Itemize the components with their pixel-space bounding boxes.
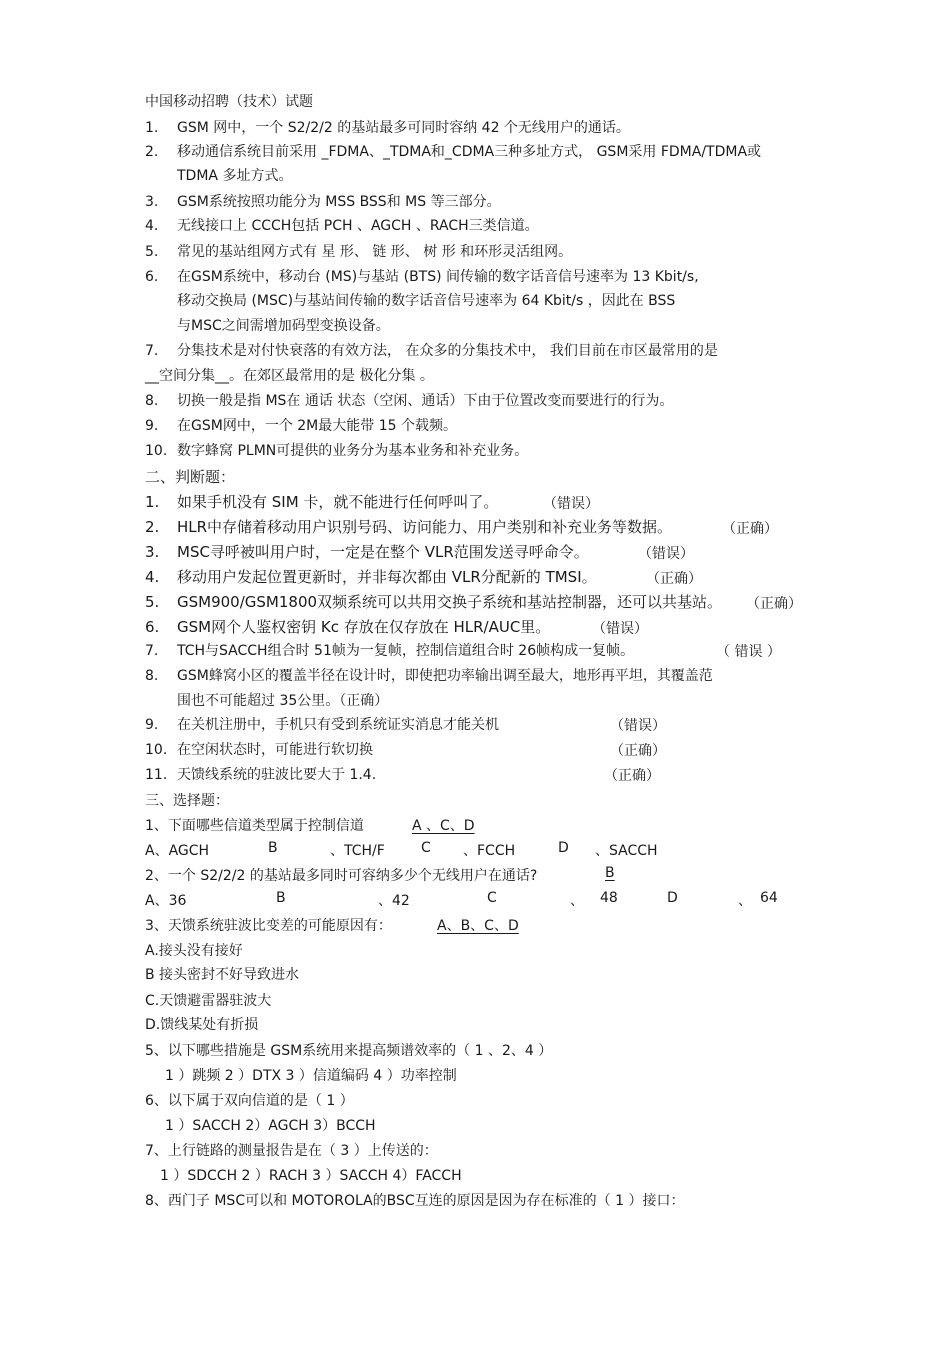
- judge-item-4: 4. 移动用户发起位置更新时，并非每次都由 VLR分配新的 TMSI。: [145, 568, 597, 586]
- fill-item-8: 8. 切换一般是指 MS在 通话 状态（空闲、通话）下由于位置改变而要进行的行为。: [145, 393, 674, 409]
- judge-item-9: 9. 在关机注册中，手机只有受到系统证实消息才能关机: [145, 717, 499, 733]
- choice-q1-opt-d-label: D: [558, 840, 569, 856]
- choice-q3-opt-b: B 接头密封不好导致进水: [145, 967, 300, 983]
- fill-item-2-cont: TDMA 多址方式。: [177, 168, 293, 184]
- judge-item-1: 1. 如果手机没有 SIM 卡，就不能进行任何呼叫了。: [145, 493, 499, 511]
- choice-q3-opt-c: C.天馈避雷器驻波大: [145, 993, 272, 1009]
- judge-item-8-cont: 围也不可能超过 35公里。（正确）: [177, 693, 389, 709]
- fill-item-7: 7. 分集技术是对付快衰落的有效方法， 在众多的分集技术中， 我们目前在市区最常用的是: [145, 343, 718, 359]
- choice-q5: 5、以下哪些措施是 GSM系统用来提高频谱效率的（ 1 、2、4 ）: [145, 1043, 553, 1059]
- choice-q2-opt-a: A、36: [145, 893, 187, 909]
- judge-answer-11: （正确）: [604, 768, 660, 784]
- judge-heading: 二、判断题：: [145, 468, 236, 486]
- fill-item-10: 10. 数字蜂窝 PLMN可提供的业务分为基本业务和补充业务。: [145, 443, 529, 459]
- choice-q8: 8、西门子 MSC可以和 MOTOROLA的BSC互连的原因是因为存在标准的（ 1 ）接口：: [145, 1193, 685, 1209]
- judge-item-8: 8. GSM蜂窝小区的覆盖半径在设计时，即使把功率输出调至最大，地形再平坦，其覆盖范: [145, 668, 713, 684]
- judge-item-6: 6. GSM网个人鉴权密钥 Kc 存放在仅存放在 HLR/AUC里。: [145, 618, 551, 636]
- choice-q2-opt-d: 64: [760, 890, 778, 906]
- choice-q2-opt-c-label: C: [487, 890, 497, 906]
- judge-answer-2: （正确）: [722, 521, 778, 537]
- choice-q3: 3、天馈系统驻波比变差的可能原因有：: [145, 918, 392, 934]
- judge-answer-9: （错误）: [610, 718, 666, 734]
- judge-item-2: 2. HLR中存储着移动用户识别号码、访问能力、用户类别和补充业务等数据。: [145, 518, 673, 536]
- choice-q1-answer: A 、C、D: [412, 818, 475, 834]
- choice-q1-opt-c: 、FCCH: [463, 843, 516, 859]
- choice-q1: 1、下面哪些信道类型属于控制信道: [145, 818, 364, 834]
- fill-item-7-cont: __空间分集__。在郊区最常用的是 极化分集 。: [145, 368, 434, 384]
- fill-item-4: 4. 无线接口上 CCCH包括 PCH 、AGCH 、RACH三类信道。: [145, 218, 539, 234]
- choice-q1-opt-a: A、AGCH: [145, 843, 210, 859]
- choice-q1-opt-b-label: B: [268, 840, 278, 856]
- choice-q2-opt-b: 、42: [378, 893, 410, 909]
- choice-q3-opt-d: D.馈线某处有折损: [145, 1017, 259, 1033]
- fill-item-3: 3. GSM系统按照功能分为 MSS BSS和 MS 等三部分。: [145, 194, 501, 210]
- choice-q2-opt-b-label: B: [276, 890, 286, 906]
- choice-q2-answer: B: [605, 865, 615, 881]
- choice-heading: 三、选择题：: [145, 793, 229, 809]
- fill-item-6: 6. 在GSM系统中，移动台 (MS)与基站 (BTS) 间传输的数字话音信号速率为 13 Kbit/s,: [145, 269, 699, 285]
- judge-answer-7: （ 错误 ）: [716, 644, 781, 660]
- choice-q2-opt-c-sep: 、: [570, 893, 584, 909]
- fill-item-9: 9. 在GSM网中，一个 2M最大能带 15 个载频。: [145, 418, 457, 434]
- choice-q2-opt-d-label: D: [667, 890, 678, 906]
- fill-item-6-cont: 移动交换局 (MSC)与基站间传输的数字话音信号速率为 64 Kbit/s ，因此在 BSS: [177, 293, 676, 309]
- judge-answer-6: （错误）: [592, 621, 648, 637]
- judge-item-10: 10. 在空闲状态时，可能进行软切换: [145, 742, 373, 758]
- choice-q7-options: 1 ）SDCCH 2 ）RACH 3 ）SACCH 4）FACCH: [160, 1168, 462, 1184]
- judge-answer-5: （正确）: [746, 596, 802, 612]
- judge-item-7: 7. TCH与SACCH组合时 51帧为一复帧，控制信道组合时 26帧构成一复帧。: [145, 643, 635, 659]
- choice-q7: 7、上行链路的测量报告是在（ 3 ）上传送的：: [145, 1143, 438, 1159]
- judge-answer-10: （正确）: [610, 743, 666, 759]
- judge-item-5: 5. GSM900/GSM1800双频系统可以共用交换子系统和基站控制器，还可以共基站。: [145, 593, 723, 611]
- choice-q6: 6、以下属于双向信道的是（ 1 ）: [145, 1093, 354, 1109]
- judge-answer-3: （错误）: [638, 546, 694, 562]
- choice-q1-opt-d: 、SACCH: [595, 843, 658, 859]
- choice-q2: 2、一个 S2/2/2 的基站最多同时可容纳多少个无线用户在通话?: [145, 868, 538, 884]
- fill-item-1: 1. GSM 网中，一个 S2/2/2 的基站最多可同时容纳 42 个无线用户的通话。: [145, 120, 630, 136]
- choice-q1-opt-b: 、TCH/F: [330, 843, 385, 859]
- choice-q3-opt-a: A.接头没有接好: [145, 943, 243, 959]
- judge-answer-1: （错误）: [543, 496, 599, 512]
- choice-q1-opt-c-label: C: [421, 840, 431, 856]
- choice-q3-answer: A、B、C、D: [437, 918, 519, 934]
- choice-q6-options: 1 ）SACCH 2）AGCH 3）BCCH: [165, 1118, 376, 1134]
- page-title: 中国移动招聘（技术）试题: [145, 94, 313, 110]
- choice-q2-opt-d-sep: 、: [738, 893, 752, 909]
- fill-item-5: 5. 常见的基站组网方式有 星 形、 链 形、 树 形 和环形灵活组网。: [145, 244, 573, 260]
- judge-item-11: 11. 天馈线系统的驻波比要大于 1.4.: [145, 767, 377, 783]
- judge-answer-4: （正确）: [646, 571, 702, 587]
- choice-q5-options: 1 ）跳频 2 ）DTX 3 ）信道编码 4 ）功率控制: [165, 1068, 457, 1084]
- choice-q2-opt-c: 48: [600, 890, 618, 906]
- judge-item-3: 3. MSC寻呼被叫用户时，一定是在整个 VLR范围发送寻呼命令。: [145, 543, 589, 561]
- fill-item-6-cont2: 与MSC之间需增加码型变换设备。: [177, 318, 390, 334]
- fill-item-2: 2. 移动通信系统目前采用 _FDMA、_TDMA和_CDMA三种多址方式， GSM采用 FDMA/TDMA或: [145, 144, 762, 160]
